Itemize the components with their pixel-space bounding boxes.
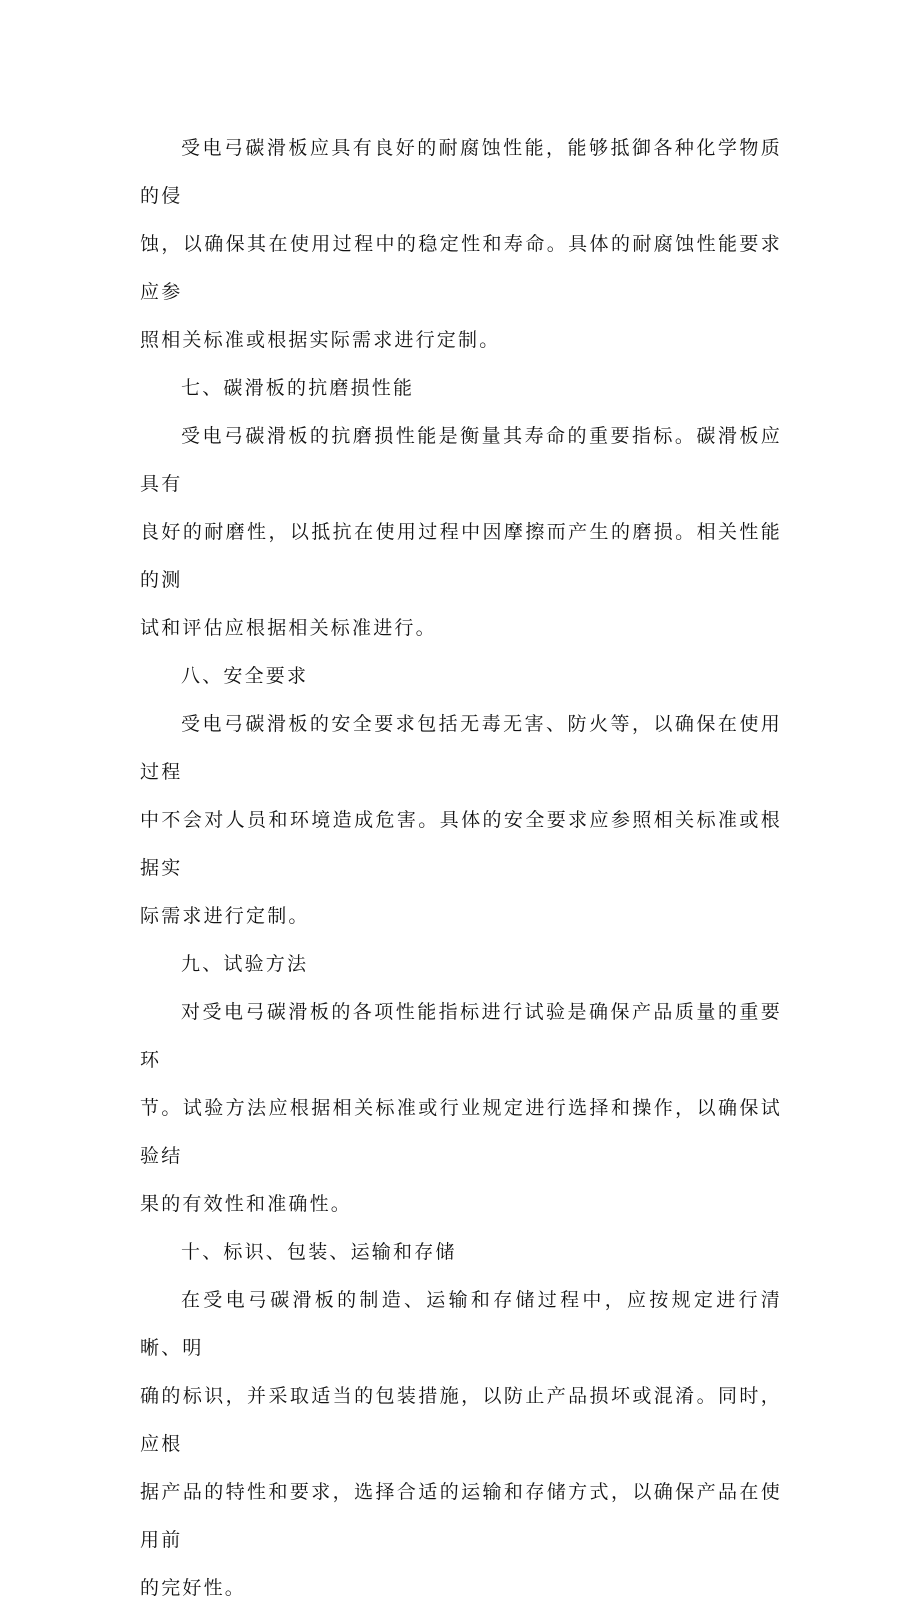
section-heading-7: 七、碳滑板的抗磨损性能 <box>181 377 415 399</box>
text-line: 中不会对人员和环境造成危害。具体的安全要求应参照相关标准或根据实 <box>140 809 782 879</box>
text-line: 照相关标准或根据实际需求进行定制。 <box>140 329 501 351</box>
text-line: 确的标识，并采取适当的包装措施，以防止产品损坏或混淆。同时，应根 <box>140 1385 782 1455</box>
text-line: 受电弓碳滑板的抗磨损性能是衡量其寿命的重要指标。碳滑板应具有 <box>140 425 782 495</box>
text-line: 良好的耐磨性，以抵抗在使用过程中因摩擦而产生的磨损。相关性能的测 <box>140 521 782 591</box>
section-heading-9: 九、试验方法 <box>181 953 309 975</box>
text-line: 在受电弓碳滑板的制造、运输和存储过程中，应按规定进行清晰、明 <box>140 1289 782 1359</box>
text-line: 试和评估应根据相关标准进行。 <box>140 617 437 639</box>
text-line: 节。试验方法应根据相关标准或行业规定进行选择和操作，以确保试验结 <box>140 1097 782 1167</box>
paragraph-marking-packaging <box>140 1276 782 1612</box>
text-line: 对受电弓碳滑板的各项性能指标进行试验是确保产品质量的重要环 <box>140 1001 782 1071</box>
paragraph-wear-resistance <box>140 412 782 652</box>
paragraph-safety <box>140 700 782 940</box>
text-line: 的完好性。 <box>140 1577 247 1599</box>
text-line: 果的有效性和准确性。 <box>140 1193 353 1215</box>
text-line: 际需求进行定制。 <box>140 905 310 927</box>
text-line: 蚀，以确保其在使用过程中的稳定性和寿命。具体的耐腐蚀性能要求应参 <box>140 233 782 303</box>
document-page <box>140 124 782 1612</box>
paragraph-corrosion-resistance <box>140 124 782 364</box>
section-heading-8: 八、安全要求 <box>181 665 309 687</box>
text-line: 受电弓碳滑板应具有良好的耐腐蚀性能，能够抵御各种化学物质的侵 <box>140 137 782 207</box>
section-heading-10: 十、标识、包装、运输和存储 <box>181 1241 457 1263</box>
text-line: 据产品的特性和要求，选择合适的运输和存储方式，以确保产品在使用前 <box>140 1481 782 1551</box>
paragraph-test-methods <box>140 988 782 1228</box>
text-line: 受电弓碳滑板的安全要求包括无毒无害、防火等，以确保在使用过程 <box>140 713 782 783</box>
